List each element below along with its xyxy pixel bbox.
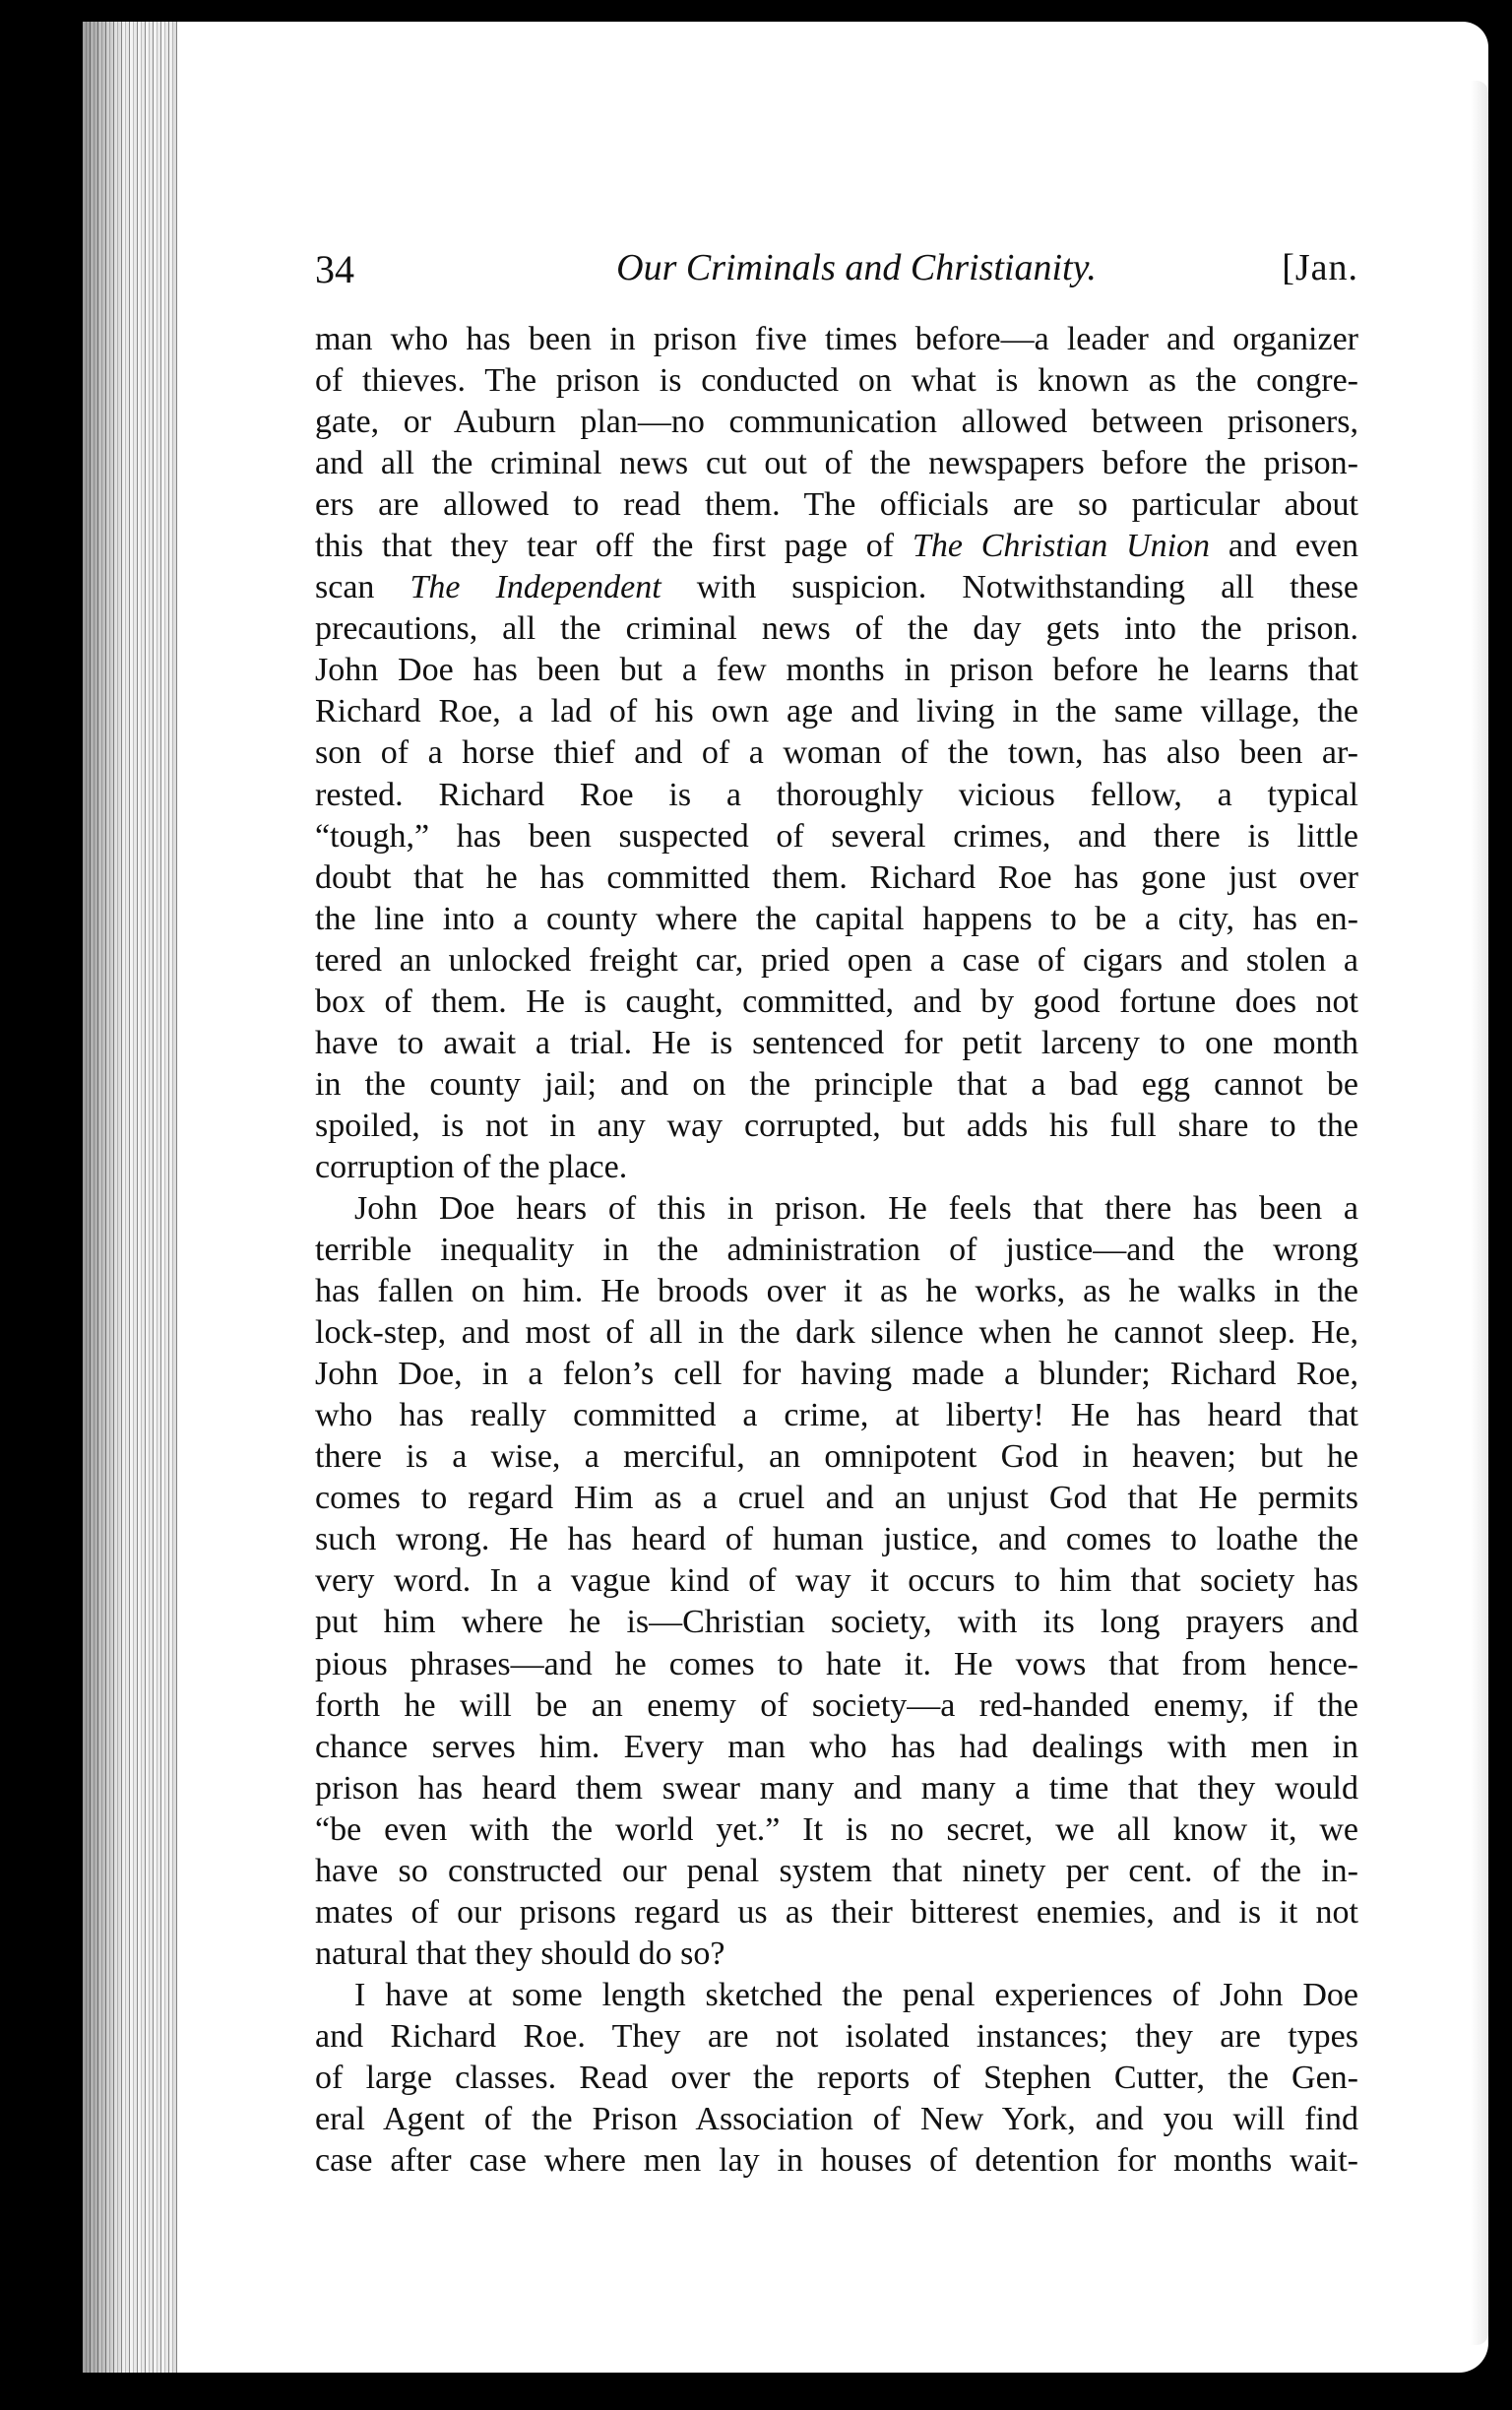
- text-line: put him where he is—Christian society, with its long prayers and: [315, 1604, 1358, 1641]
- text-line: precautions, all the criminal news of the day gets into the prison.: [315, 610, 1358, 648]
- text-line: and Richard Roe. They are not isolated instances; they are types: [315, 2017, 1358, 2055]
- text-line: “be even with the world yet.” It is no secret, we all know it, we: [315, 1810, 1358, 1848]
- text-line: eral Agent of the Prison Association of New York, and you will find: [315, 2101, 1358, 2138]
- text-line: in the county jail; and on the principle that a bad egg cannot be: [315, 1065, 1358, 1103]
- body-text: [315, 319, 1358, 2182]
- text-line: lock-step, and most of all in the dark silence when he cannot sleep. He,: [315, 1314, 1358, 1352]
- text-line: corruption of the place.: [315, 1148, 628, 1185]
- text-line: Richard Roe, a lad of his own age and living in the same village, the: [315, 693, 1358, 730]
- text-fragment: scan: [315, 569, 410, 606]
- text-line: doubt that he has committed them. Richard Roe has gone just over: [315, 858, 1358, 896]
- text-line: of thieves. The prison is conducted on what is known as the congre-: [315, 362, 1358, 400]
- text-line: such wrong. He has heard of human justice, and comes to loathe the: [315, 1521, 1358, 1558]
- text-line: the line into a county where the capital happens to be a city, has en-: [315, 900, 1358, 937]
- text-line: mates of our prisons regard us as their bitterest enemies, and is it not: [315, 1893, 1358, 1931]
- running-title: Our Criminals and Christianity.: [616, 247, 1097, 288]
- text-line: have so constructed our penal system that ninety per cent. of the in-: [315, 1852, 1358, 1889]
- text-fragment: with suspicion. Notwithstanding all these: [661, 569, 1358, 606]
- text-line: I have at some length sketched the penal experiences of John Doe: [354, 1976, 1358, 2013]
- text-line: case after case where men lay in houses of detention for months wait-: [315, 2142, 1358, 2180]
- text-line: gate, or Auburn plan—no communication allowed between prisoners,: [315, 404, 1358, 441]
- page-right-edge: [1471, 81, 1488, 2345]
- text-line: son of a horse thief and of a woman of the town, has also been ar-: [315, 734, 1358, 772]
- text-line: box of them. He is caught, committed, and by good fortune does not: [315, 983, 1358, 1020]
- text-fragment: The Christian Union: [912, 528, 1211, 565]
- text-line: tered an unlocked freight car, pried open a case of cigars and stolen a: [315, 941, 1358, 979]
- text-line: very word. In a vague kind of way it occurs to him that society has: [315, 1562, 1358, 1600]
- text-line: spoiled, is not in any way corrupted, but adds his full share to the: [315, 1107, 1358, 1144]
- running-head: [315, 246, 1358, 305]
- text-fragment: The Independent: [410, 569, 662, 606]
- page-edges-shadow: [83, 22, 191, 2373]
- text-line: man who has been in prison five times before—a leader and organizer: [315, 321, 1358, 357]
- text-line: of large classes. Read over the reports of Stephen Cutter, the Gen-: [315, 2059, 1358, 2096]
- text-line: John Doe has been but a few months in prison before he learns that: [315, 652, 1358, 689]
- text-line: forth he will be an enemy of society—a red-handed enemy, if the: [315, 1686, 1358, 1724]
- page-number: 34: [315, 247, 354, 291]
- running-head-month: [Jan.: [1282, 247, 1358, 288]
- text-line: who has really committed a crime, at liberty! He has heard that: [315, 1397, 1358, 1434]
- text-line: has fallen on him. He broods over it as he works, as he walks in the: [315, 1273, 1358, 1310]
- text-line: chance serves him. Every man who has had dealings with men in: [315, 1728, 1358, 1765]
- text-line: [315, 526, 1358, 567]
- text-line: “tough,” has been suspected of several crimes, and there is little: [315, 817, 1358, 855]
- text-fragment: this that they tear off the first page of: [315, 528, 913, 565]
- text-line: terrible inequality in the administration of justice—and the wrong: [315, 1232, 1358, 1269]
- text-line: comes to regard Him as a cruel and an unjust God that He permits: [315, 1480, 1358, 1517]
- text-line: there is a wise, a merciful, an omnipotent God in heaven; but he: [315, 1438, 1358, 1476]
- text-line: [315, 567, 1358, 608]
- text-line: pious phrases—and he comes to hate it. He vows that from hence-: [315, 1645, 1358, 1682]
- text-line: John Doe, in a felon’s cell for having made a blunder; Richard Roe,: [315, 1356, 1358, 1393]
- text-line: John Doe hears of this in prison. He feels that there has been a: [354, 1189, 1358, 1227]
- book-page: [177, 22, 1488, 2373]
- text-line: rested. Richard Roe is a thoroughly vicious fellow, a typical: [315, 776, 1358, 813]
- text-line: prison has heard them swear many and many a time that they would: [315, 1769, 1358, 1807]
- text-line: ers are allowed to read them. The officials are so particular about: [315, 486, 1358, 524]
- text-line: natural that they should do so?: [315, 1934, 725, 1972]
- text-fragment: and even: [1210, 528, 1358, 565]
- text-line: and all the criminal news cut out of the newspapers before the prison-: [315, 445, 1358, 482]
- text-line: have to await a trial. He is sentenced for petit larceny to one month: [315, 1024, 1358, 1061]
